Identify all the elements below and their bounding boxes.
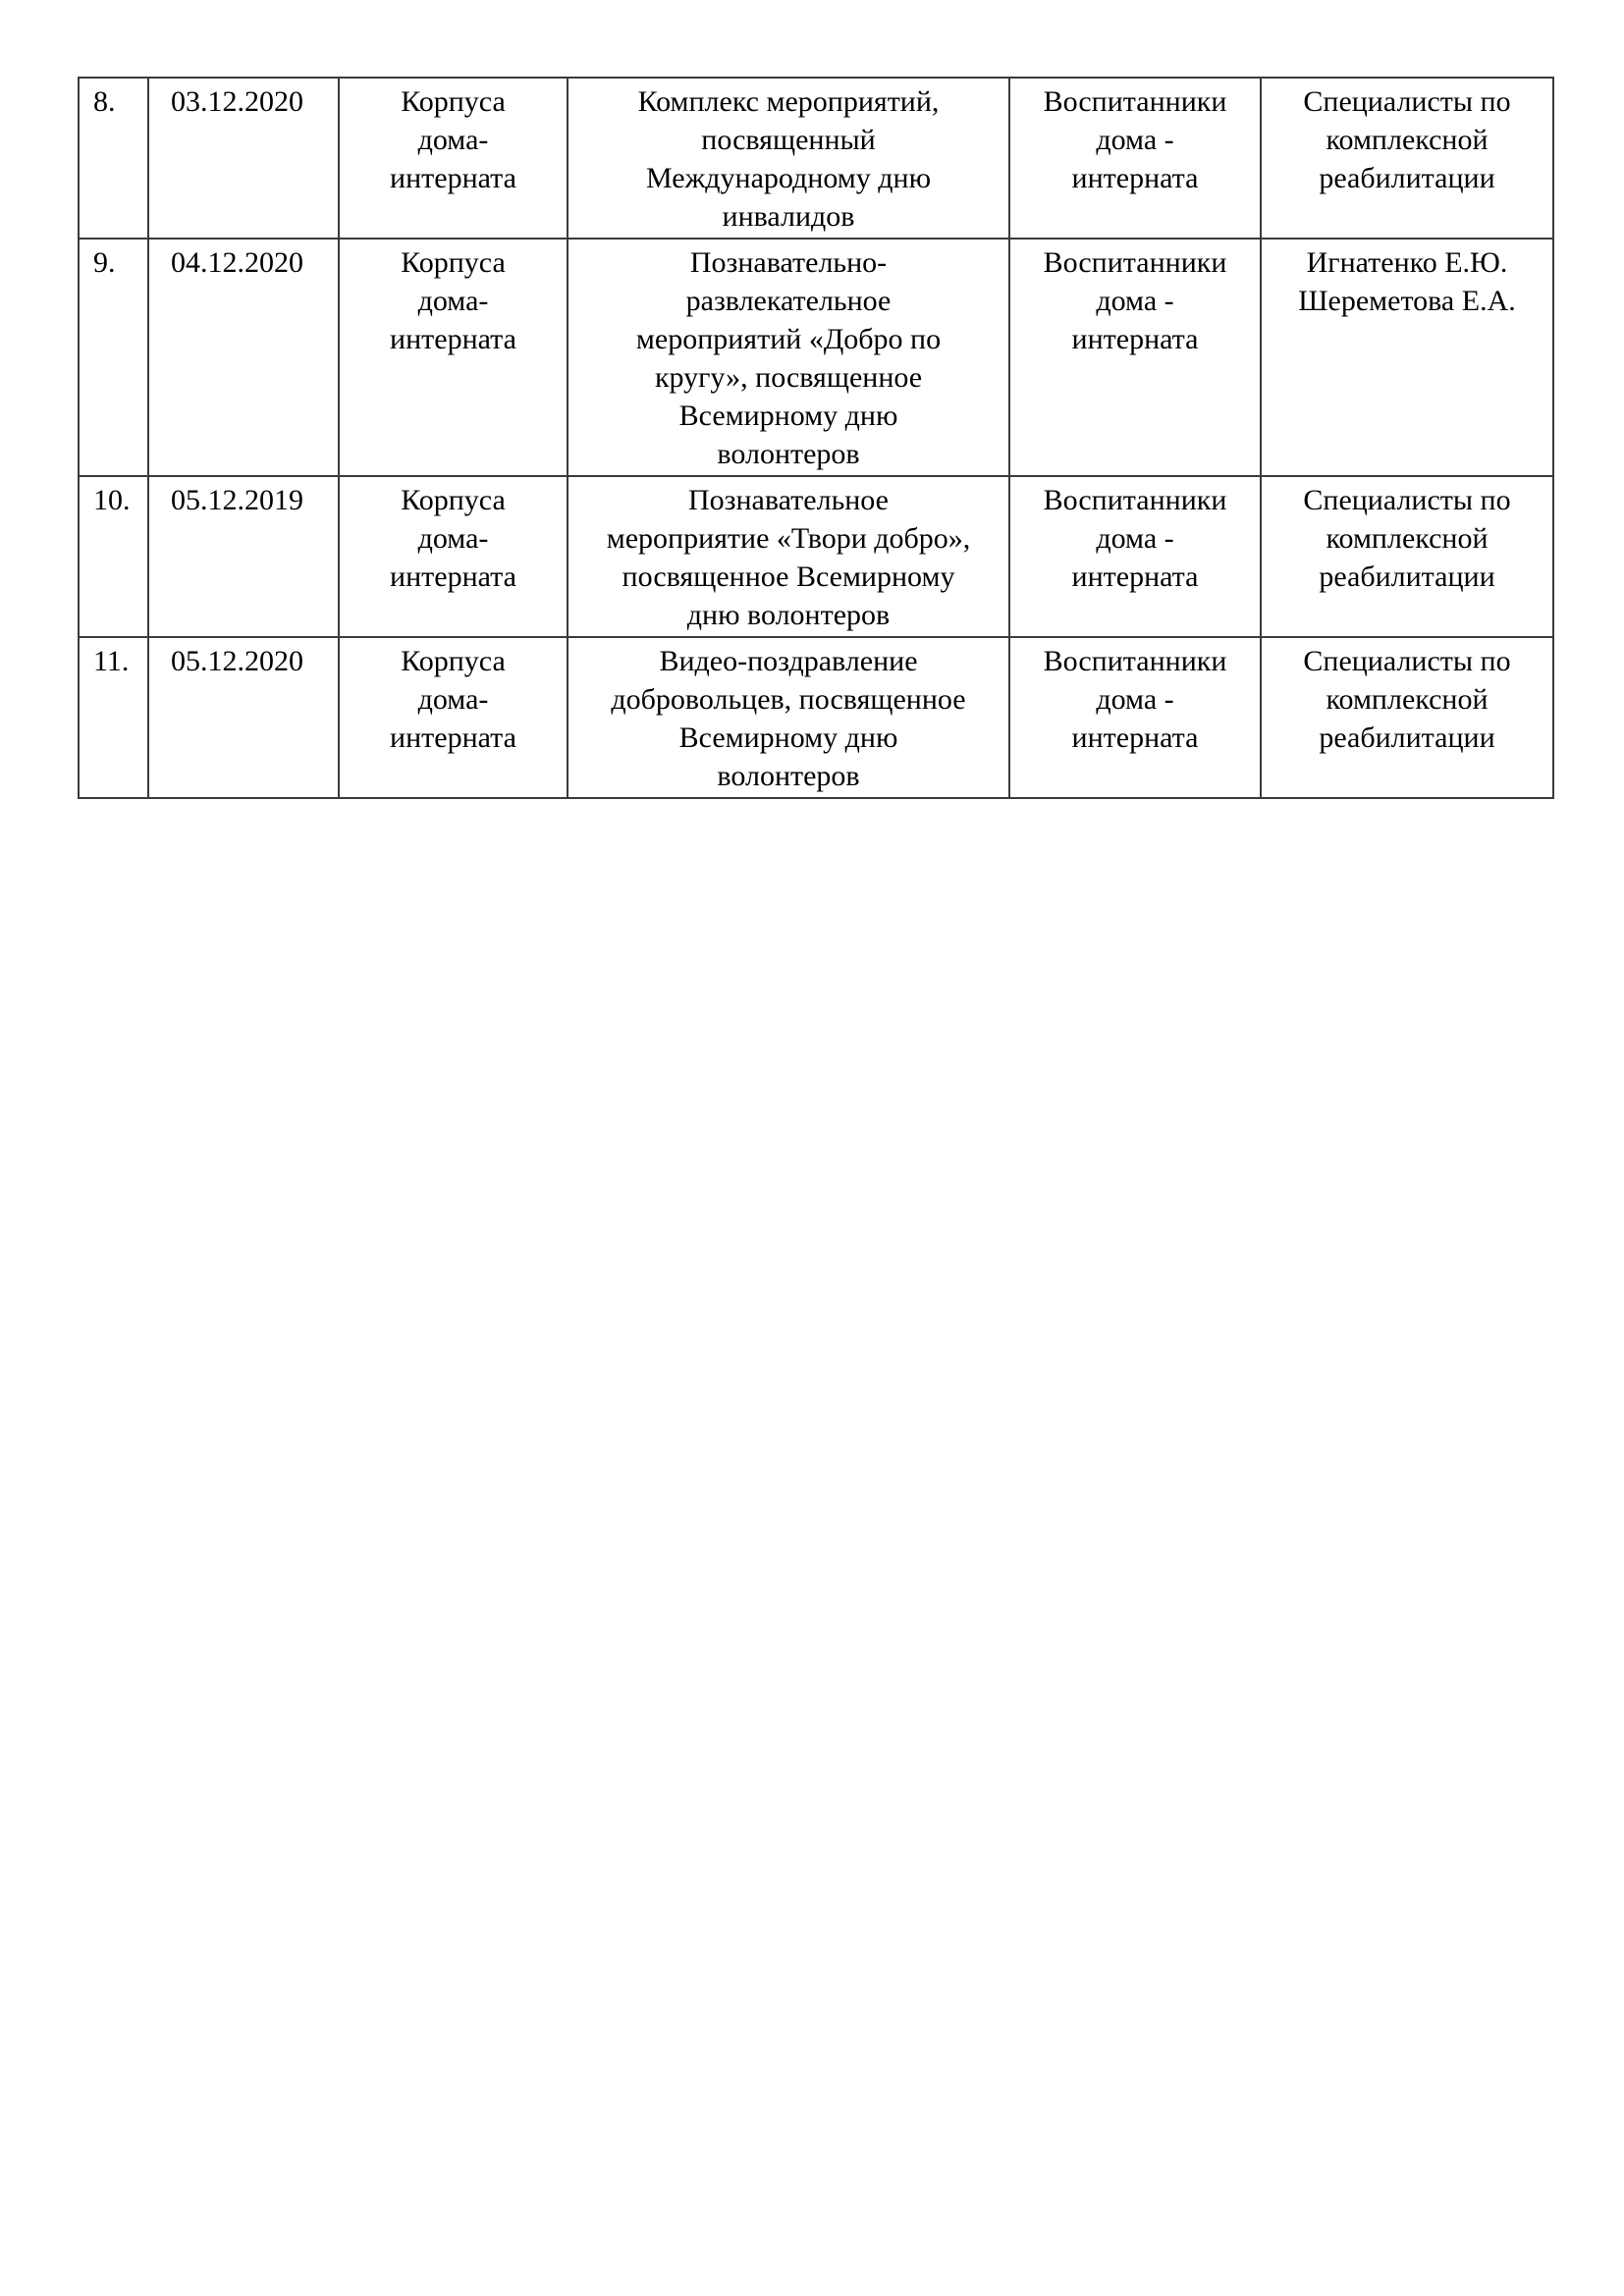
place-cell: Корпуса дома- интерната: [339, 239, 568, 476]
date-cell: 03.12.2020: [148, 78, 339, 239]
table-row: [79, 476, 1553, 637]
event-cell: Познавательное мероприятие «Твори добро», посвященное Всемирному дню волонтеров: [568, 476, 1009, 637]
event-cell: Видео-поздравление добровольцев, посвященное Всемирному дню волонтеров: [568, 637, 1009, 798]
responsible-cell: Специалисты по комплексной реабилитации: [1261, 476, 1553, 637]
date-cell: 05.12.2020: [148, 637, 339, 798]
place-cell: Корпуса дома- интерната: [339, 637, 568, 798]
responsible-cell: Игнатенко Е.Ю. Шереметова Е.А.: [1261, 239, 1553, 476]
event-cell: Комплекс мероприятий, посвященный Международному дню инвалидов: [568, 78, 1009, 239]
place-cell: Корпуса дома- интерната: [339, 476, 568, 637]
participants-cell: Воспитанники дома - интерната: [1009, 476, 1261, 637]
date-cell: 05.12.2019: [148, 476, 339, 637]
row-number-cell: 8.: [79, 78, 148, 239]
events-table: [78, 77, 1554, 799]
table-row: [79, 78, 1553, 239]
participants-cell: Воспитанники дома - интерната: [1009, 637, 1261, 798]
table-row: [79, 637, 1553, 798]
participants-cell: Воспитанники дома - интерната: [1009, 78, 1261, 239]
responsible-cell: Специалисты по комплексной реабилитации: [1261, 78, 1553, 239]
date-cell: 04.12.2020: [148, 239, 339, 476]
event-cell: Познавательно- развлекательное мероприятий «Добро по кругу», посвященное Всемирному дню волонтеров: [568, 239, 1009, 476]
events-table-body: [79, 78, 1553, 798]
participants-cell: Воспитанники дома - интерната: [1009, 239, 1261, 476]
responsible-cell: Специалисты по комплексной реабилитации: [1261, 637, 1553, 798]
row-number-cell: 9.: [79, 239, 148, 476]
row-number-cell: 11.: [79, 637, 148, 798]
table-row: [79, 239, 1553, 476]
row-number-cell: 10.: [79, 476, 148, 637]
place-cell: Корпуса дома- интерната: [339, 78, 568, 239]
